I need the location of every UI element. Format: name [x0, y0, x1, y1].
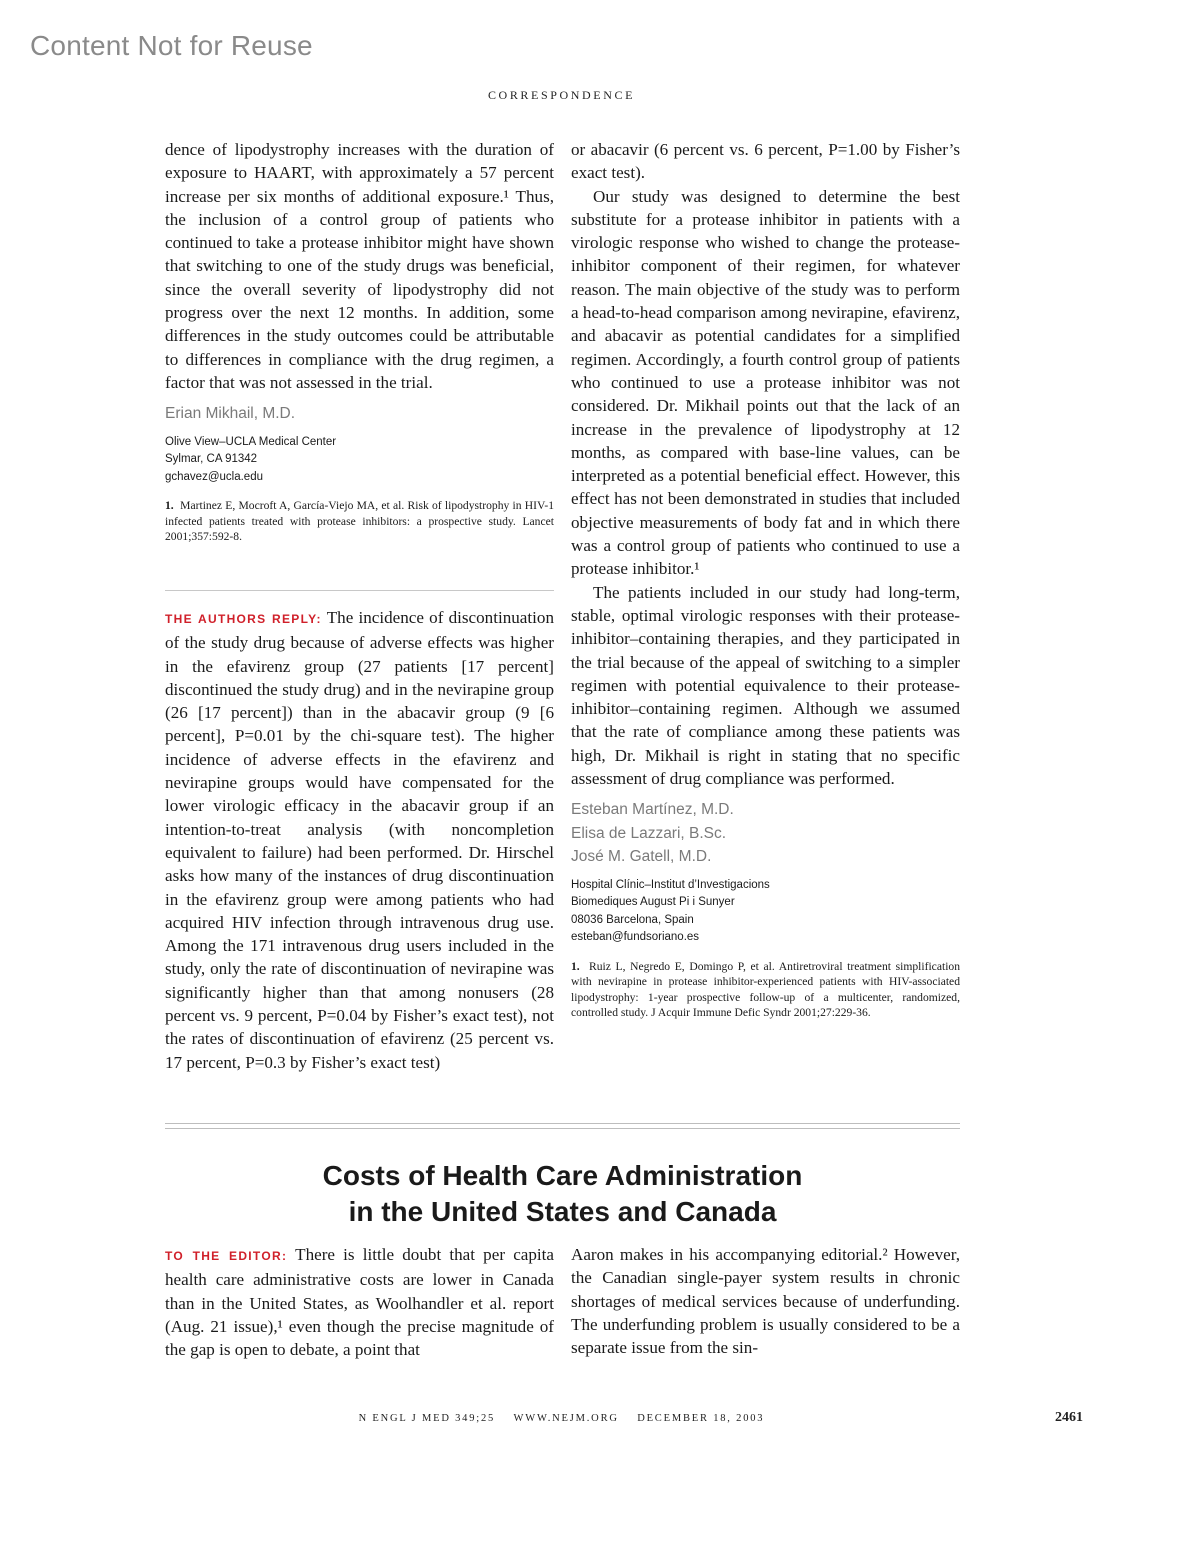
reference-item — [571, 959, 960, 1021]
reference-number: 1. — [165, 499, 174, 513]
reference-text: Martinez E, Mocroft A, García-Viejo MA, et al. Risk of lipodystrophy in HIV-1 infected patients treated with protease inhibitors: a prospective study. Lancet 2001;357:592-8. — [165, 499, 554, 544]
section-header: CORRESPONDENCE — [487, 88, 636, 102]
signature-name: José M. Gatell, M.D. — [571, 848, 712, 866]
right-paragraph: The patients included in our study had long-term, stable, optimal virologic responses with their protease-inhibitor–containing therapies, and they participated in the trial because of the appeal of switching to a simpler regimen with potential equivalence to their protease-inhibitor–containing regimen. Although we assumed that the rate of compliance among these patients was high, Dr. Mikhail is right in stating that no specific assessment of drug compliance was performed. — [571, 582, 960, 789]
signature-affiliation — [165, 434, 554, 487]
page-number: 2461 — [1055, 1410, 1083, 1425]
reference-number: 1. — [571, 959, 580, 973]
article-divider — [165, 1123, 960, 1129]
footer-website[interactable]: WWW.NEJM.ORG — [513, 1413, 619, 1424]
affiliation-line: Biomediques August Pi i Sunyer — [571, 896, 735, 909]
watermark: Content Not for Reuse — [30, 30, 313, 61]
affiliation-line: 08036 Barcelona, Spain — [571, 913, 694, 926]
right-paragraph: Our study was designed to determine the best substitute for a protease inhibitor in patients with a virologic response who wished to change the protease-inhibitor component of their regimen, for whatever reason. The main objective of the study was to perform a head-to-head comparison among nevirapine, efavirenz, and abacavir as potential candidates for a simplified regimen. Accordingly, a fourth control group of patients who continued to use a protease inhibitor was not considered. Dr. Mikhail points out that the lack of an increase in the prevalence of lipodystrophy at 12 months, as compared with base-line values, can be interpreted as a potential beneficial effect. However, this effect has not been demonstrated in studies that included objective measurements of body fat and in which there was a control group of patients who continued to use a protease inhibitor.¹ — [571, 186, 960, 579]
section-divider — [165, 590, 554, 591]
signature-name: Elisa de Lazzari, B.Sc. — [571, 824, 727, 842]
authors-reply — [165, 606, 554, 1074]
reference-text: Ruiz L, Negredo E, Domingo P, et al. Antiretroviral treatment simplification with nevirapine in protease inhibitor-experienced patients with HIV-associated lipodystrophy: 1-year prospective follow-up of a multicenter, randomized, controlled study. J Acquir Immune Defic Syndr 2001;27:229-36. — [571, 959, 961, 1020]
left-paragraph: dence of lipodystrophy increases with the duration of exposure to HAART, with approximately a 57 percent increase per six months of additional exposure.¹ Thus, the inclusion of a control group of patients who continued to take a protease inhibitor might have shown that switching to one of the study drugs was beneficial, since the overall severity of lipodystrophy did not progress over the next 12 months. In addition, some differences in the study outcomes could be attributable to differences in compliance with the drug regimen, a factor that was not assessed in the trial. — [165, 140, 554, 392]
article-title-line: in the United States and Canada — [348, 1196, 777, 1227]
reply-paragraph: The incidence of discontinuation of the study drug because of adverse effects was higher in the efavirenz group (27 patients [17 percent] discontinued the study drug) and in the nevirapine group (26 [17 percent]) than in the abacavir group (9 [6 percent], P=0.01 by the chi-square test). The higher incidence of adverse effects in the efavirenz and nevirapine groups would have compensated for the lower virologic efficacy in the abacavir group if an intention-to-treat analysis (with noncompletion equivalent to failure) had been performed. Dr. Hirschel asks how many of the instances of drug discontinuation in the efavirenz group were among patients who had acquired HIV infection through intravenous drug use. Among the 171 intravenous drug users included in the study, only the rate of discontinuation of nevirapine was significantly higher than that among nonusers (28 percent vs. 9 percent, P=0.04 by Fisher’s exact test), not the rates of discontinuation of efavirenz (25 percent vs. 17 percent, P=0.3 by Fisher’s exact test) — [165, 608, 554, 1072]
editor-lead-in: TO THE EDITOR: — [165, 1249, 288, 1263]
article-right-column — [571, 1243, 960, 1359]
article-paragraph: There is little doubt that per capita health care administrative costs are lower in Canada than in the United States, as Woolhandler et al. report (Aug. 21 issue),¹ even though the precise magnitude of the gap is open to debate, a point that — [165, 1245, 554, 1360]
reply-lead-in: THE AUTHORS REPLY: — [165, 612, 322, 626]
article-title — [165, 1158, 960, 1230]
left-column — [165, 138, 554, 545]
right-paragraph: or abacavir (6 percent vs. 6 percent, P=1.00 by Fisher’s exact test). — [571, 140, 960, 183]
right-column — [571, 138, 960, 1021]
article-paragraph: Aaron makes in his accompanying editorial.² However, the Canadian single-payer system results in chronic shortages of medical services because of underfunding. The underfunding problem is usually considered to be a separate issue from the sin- — [571, 1245, 960, 1358]
page-footer — [0, 1413, 1123, 1424]
affiliation-line: Sylmar, CA 91342 — [165, 453, 258, 466]
signature-name: Esteban Martínez, M.D. — [571, 801, 734, 819]
affiliation-line: Olive View–UCLA Medical Center — [165, 435, 337, 448]
email-link[interactable]: esteban@fundsoriano.es — [571, 931, 700, 944]
article-left-column — [165, 1243, 554, 1361]
footer-journal: N ENGL J MED 349;25 — [358, 1413, 496, 1424]
article-title-line: Costs of Health Care Administration — [322, 1160, 803, 1191]
email-link[interactable]: gchavez@ucla.edu — [165, 470, 263, 483]
signature-name: Erian Mikhail, M.D. — [165, 405, 296, 423]
reference-item — [165, 498, 554, 545]
signature-affiliation — [571, 877, 960, 947]
footer-date: DECEMBER 18, 2003 — [637, 1413, 765, 1424]
affiliation-line: Hospital Clínic–Institut d’Investigacions — [571, 878, 770, 891]
